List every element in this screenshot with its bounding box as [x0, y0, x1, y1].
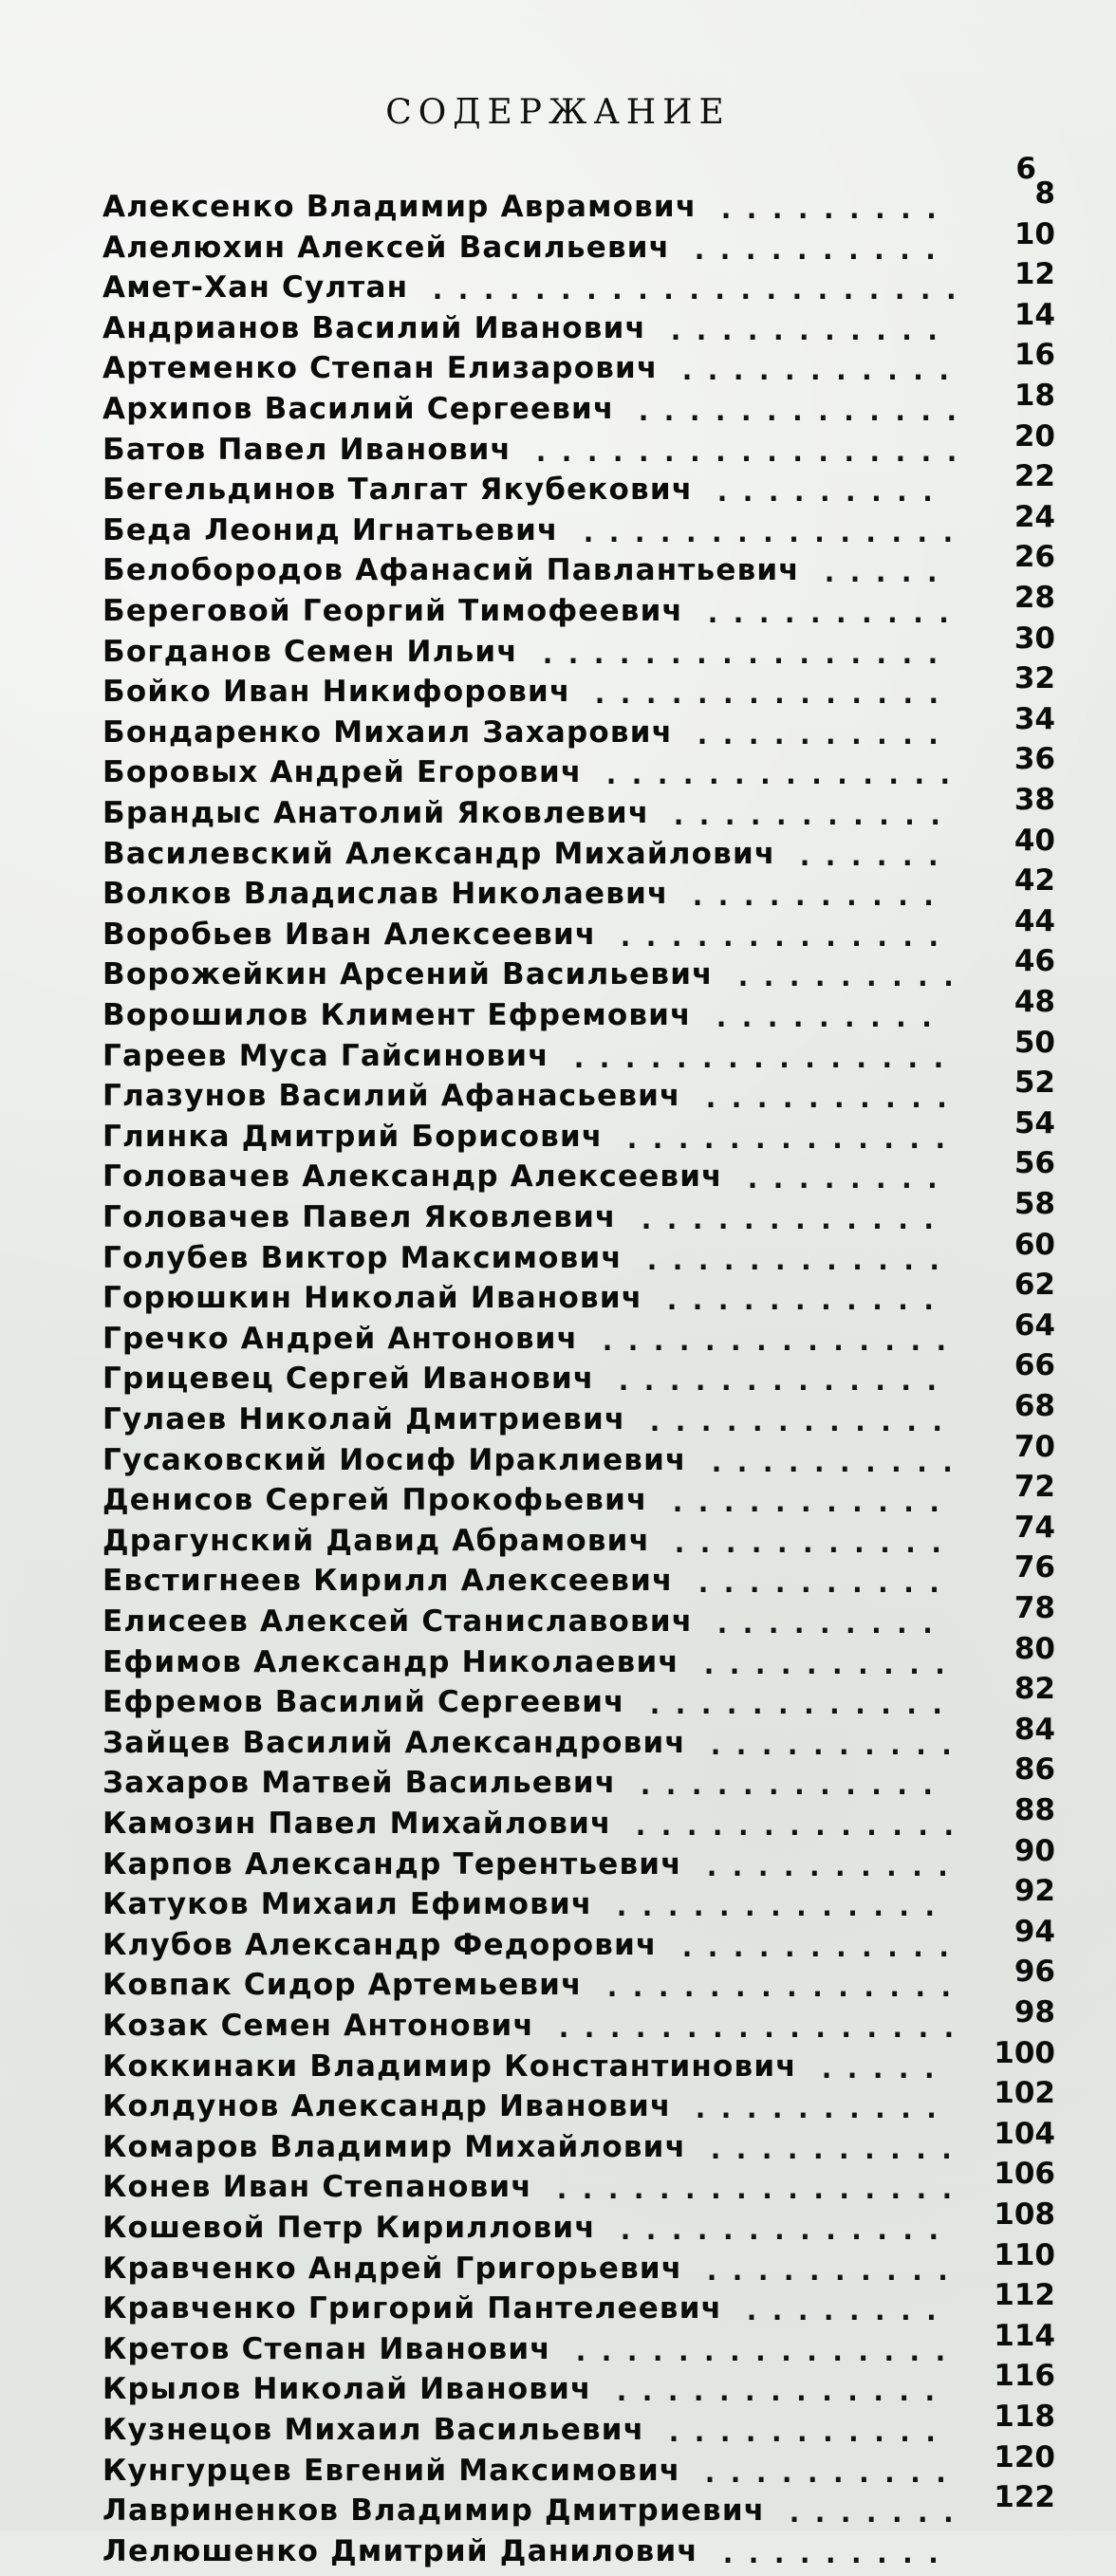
- toc-entry: [102, 2480, 1063, 2535]
- toc-leader-dots: ..............: [604, 1971, 963, 2005]
- toc-leader-dots: ...........: [671, 1526, 954, 1560]
- toc-entry-name: Глазунов Василий Афанасьевич: [102, 1079, 681, 1114]
- toc-leader-dots: ............: [646, 1688, 955, 1722]
- toc-entry-page: 44: [1014, 903, 1055, 938]
- toc-entry-page: 46: [1014, 944, 1055, 979]
- toc-entry-name: Белобородов Афанасий Павлантьевич: [102, 553, 800, 588]
- toc-leader-dots: .........: [714, 475, 945, 510]
- toc-entry-name: Богданов Семен Ильич: [102, 634, 518, 669]
- toc-leader-dots: .............: [635, 395, 969, 428]
- toc-leader-dots: ...........: [670, 799, 953, 832]
- toc-entry: [102, 661, 1063, 716]
- toc-leader-dots: ...............: [580, 515, 965, 549]
- toc-leader-dots: ...........: [669, 1486, 952, 1520]
- toc-entry: [102, 1348, 1063, 1403]
- toc-entry-name: Амет-Хан Султан: [102, 270, 409, 306]
- toc-entry: [102, 1066, 1063, 1121]
- toc-entry-page: 14: [1014, 297, 1055, 332]
- toc-entry-name: Кунгурцев Евгений Максимович: [102, 2453, 681, 2488]
- toc-entry-page: 84: [1014, 1712, 1055, 1747]
- toc-leader-dots: .........: [714, 1607, 945, 1640]
- toc-entry: [102, 257, 1063, 312]
- toc-entry-page: 50: [1014, 1025, 1055, 1060]
- toc-entry-page: 16: [1014, 338, 1055, 373]
- toc-entry-name: Алелюхин Алексей Васильевич: [102, 230, 671, 265]
- toc-entry: [102, 1268, 1063, 1323]
- toc-entry-page: 96: [1014, 1955, 1055, 1990]
- toc-entry: [102, 1995, 1063, 2050]
- toc-entry-name: Брандыс Анатолий Яковлевич: [102, 796, 650, 830]
- toc-entry-name: Головачев Александр Алексеевич: [102, 1159, 723, 1195]
- toc-leader-dots: ..........: [703, 2253, 960, 2288]
- toc-entry-name: Колдунов Александр Иванович: [102, 2089, 672, 2124]
- toc-entry-name: Ковпак Сидор Артемьевич: [102, 1968, 583, 2003]
- toc-entry-page: 38: [1014, 783, 1055, 817]
- toc-entry-page: 42: [1014, 863, 1055, 899]
- toc-leader-dots: .............: [615, 1364, 949, 1399]
- toc-entry-page: 118: [994, 2400, 1055, 2434]
- toc-leader-dots: .................: [532, 435, 970, 469]
- toc-entry-page: 106: [994, 2157, 1055, 2192]
- toc-entry-name: Гулаев Николай Дмитриевич: [102, 1402, 626, 1436]
- toc-entry: [102, 1470, 1063, 1525]
- toc-entry: [102, 621, 1063, 676]
- toc-entry-name: Клубов Александр Федорович: [102, 1927, 658, 1962]
- toc-entry: [102, 1914, 1063, 1970]
- toc-entry: [102, 499, 1063, 555]
- toc-leader-dots: ..............: [599, 1324, 958, 1358]
- toc-leader-dots: ..........: [689, 880, 946, 914]
- toc-entry: [102, 1955, 1063, 2010]
- toc-entry-name: Камозин Павел Михайлович: [102, 1807, 612, 1841]
- toc-leader-dots: ..........: [708, 1445, 965, 1479]
- toc-entry-page: 74: [1014, 1510, 1055, 1545]
- toc-entry: [102, 742, 1063, 797]
- toc-leader-dots: .........: [713, 1001, 944, 1034]
- toc-leader-dots: .............: [617, 2214, 951, 2247]
- toc-entry: [102, 297, 1063, 353]
- toc-entry-page: 68: [1014, 1389, 1055, 1423]
- toc-entry-page: 90: [1014, 1833, 1055, 1868]
- toc-leader-dots: ..........: [695, 1566, 952, 1601]
- toc-leader-dots: ..........: [702, 1082, 959, 1116]
- toc-entry: [102, 540, 1063, 595]
- toc-leader-dots: ...........: [663, 1284, 946, 1318]
- toc-entry-name: Ефимов Александр Николаевич: [102, 1644, 679, 1679]
- toc-entry-page: 62: [1014, 1268, 1055, 1303]
- toc-entry: [102, 2532, 1063, 2576]
- toc-leader-dots: .........: [717, 193, 949, 226]
- toc-entry: [102, 2318, 1063, 2374]
- toc-entry: [102, 1550, 1063, 1605]
- toc-leader-dots: ..........: [694, 717, 951, 751]
- toc-entry: [102, 2400, 1063, 2455]
- toc-leader-dots: .............: [617, 919, 951, 954]
- toc-leader-dots: .....: [818, 2051, 947, 2085]
- toc-entry-name: Ворошилов Климент Ефремович: [102, 998, 692, 1032]
- toc-entry: [102, 2439, 1063, 2495]
- toc-entry: [102, 863, 1063, 918]
- toc-entry-page: 76: [1014, 1550, 1055, 1585]
- toc-entry-name: Кравченко Андрей Григорьевич: [102, 2251, 683, 2286]
- toc-entry-page: 88: [1014, 1793, 1055, 1827]
- toc-entry: [102, 944, 1063, 999]
- toc-entry-page: 26: [1014, 540, 1055, 575]
- toc-entry-name: Грицевец Сергей Иванович: [102, 1362, 595, 1397]
- toc-entry-page: 122: [994, 2480, 1055, 2515]
- toc-entry: [102, 1793, 1063, 1848]
- toc-leader-dots: ................: [555, 2011, 966, 2045]
- toc-entry-page: 30: [1014, 621, 1055, 656]
- toc-entry-page: 86: [1014, 1752, 1055, 1788]
- toc-entry-page: 72: [1014, 1470, 1055, 1505]
- toc-entry-page: 64: [1014, 1307, 1055, 1343]
- toc-leader-dots: ..........: [707, 2132, 964, 2166]
- toc-leader-dots: ........: [744, 1162, 950, 1196]
- toc-entry: [102, 1389, 1063, 1444]
- toc-entry: [102, 1105, 1063, 1161]
- toc-entry-page: 52: [1014, 1066, 1055, 1101]
- toc-leader-dots: ...............: [570, 1041, 956, 1075]
- toc-entry-name: Кошевой Петр Кириллович: [102, 2211, 596, 2245]
- toc-entry: [102, 1752, 1063, 1807]
- toc-entry: [102, 1146, 1063, 1201]
- toc-leader-dots: ......: [796, 839, 951, 873]
- toc-leader-dots: ..........: [691, 232, 948, 267]
- toc-entry: [102, 338, 1063, 393]
- toc-leader-dots: ..............: [603, 758, 962, 792]
- toc-entry: [102, 1833, 1063, 1889]
- toc-entry-page: 28: [1014, 581, 1055, 615]
- toc-entry-page: 40: [1014, 823, 1055, 858]
- toc-entry: [102, 2076, 1063, 2131]
- toc-entry-page: 36: [1014, 742, 1055, 777]
- toc-leader-dots: .....................: [429, 273, 969, 307]
- toc-entry: [102, 1712, 1063, 1768]
- toc-entry-name: Алексенко Владимир Аврамович: [102, 190, 698, 224]
- toc-entry-name: Горюшкин Николай Иванович: [102, 1281, 643, 1316]
- toc-entry-page: 10: [1014, 216, 1055, 251]
- toc-entry-name: Батов Павел Иванович: [102, 432, 512, 467]
- toc-entry-name: Лавриненков Владимир Дмитриевич: [102, 2493, 766, 2529]
- toc-entry-page: 114: [994, 2318, 1055, 2353]
- toc-entry: [102, 1187, 1063, 1242]
- toc-entry-page: 8: [1034, 176, 1055, 211]
- toc-entry-page: 66: [1014, 1348, 1055, 1383]
- toc-entry-name: Голубев Виктор Максимович: [102, 1240, 623, 1275]
- toc-entry: [102, 379, 1063, 434]
- toc-entry-page: 34: [1014, 701, 1055, 736]
- toc-entry-page: 92: [1014, 1874, 1055, 1909]
- toc-leader-dots: ................: [553, 2173, 964, 2207]
- toc-entry-name: Драгунский Давид Абрамович: [102, 1523, 651, 1558]
- toc-leader-dots: .............: [613, 1890, 947, 1924]
- toc-leader-dots: ...........: [665, 2416, 948, 2449]
- toc-entry: [102, 1510, 1063, 1566]
- toc-entry-name: Елисеев Алексей Станиславович: [102, 1604, 694, 1639]
- toc-entry: [102, 985, 1063, 1040]
- toc-leader-dots: ............: [646, 1405, 955, 1438]
- toc-entry: [102, 2359, 1063, 2414]
- toc-entry: [102, 823, 1063, 879]
- toc-leader-dots: .........: [735, 960, 966, 994]
- toc-entry-page: 56: [1014, 1146, 1055, 1181]
- toc-entry-name: Лелюшенко Дмитрий Данилович: [102, 2533, 698, 2568]
- toc-entry-page: 112: [994, 2278, 1055, 2313]
- toc-entry-name: Береговой Георгий Тимофеевич: [102, 594, 684, 628]
- toc-entry-page: 82: [1014, 1672, 1055, 1707]
- toc-entry-name: Глинка Дмитрий Борисович: [102, 1119, 604, 1154]
- toc-entry-page: 18: [1014, 379, 1055, 413]
- toc-leader-dots: ..........: [704, 597, 961, 630]
- toc-entry-page: 100: [994, 2035, 1055, 2070]
- toc-entry-name: Головачев Павел Яковлевич: [102, 1200, 617, 1234]
- toc-entry-name: Бойко Иван Никифорович: [102, 675, 571, 710]
- toc-entry-name: Гареев Муса Гайсинович: [102, 1038, 549, 1073]
- toc-entry: [102, 2197, 1063, 2252]
- toc-leader-dots: .............: [632, 1809, 966, 1843]
- toc-entry: [102, 2116, 1063, 2172]
- toc-leader-dots: ...........: [679, 354, 961, 388]
- toc-entry-name: Карпов Александр Терентьевич: [102, 1846, 682, 1881]
- toc-entry-page: 94: [1014, 1914, 1055, 1949]
- toc-entry-page: 108: [994, 2197, 1055, 2232]
- toc-entry-name: Комаров Владимир Михайлович: [102, 2129, 687, 2164]
- toc-entry: [102, 459, 1063, 514]
- toc-entry-name: Воробьев Иван Алексеевич: [102, 917, 597, 952]
- toc-entry: [102, 1227, 1063, 1283]
- toc-entry: [102, 1591, 1063, 1646]
- toc-entry-name: Евстигнеев Кирилл Алексеевич: [102, 1564, 674, 1599]
- toc-leader-dots: ..........: [701, 2456, 958, 2490]
- toc-leader-dots: ...........: [667, 313, 950, 347]
- toc-entry: [102, 1874, 1063, 1929]
- first-page-number: 6: [1015, 152, 1036, 186]
- toc-entry-name: Гусаковский Иосиф Ираклиевич: [102, 1442, 687, 1477]
- toc-entry-name: Кузнецов Михаил Васильевич: [102, 2413, 645, 2447]
- toc-leader-dots: ..............: [591, 677, 951, 712]
- toc-leader-dots: ...............: [572, 2334, 958, 2368]
- toc-entry-page: 22: [1014, 459, 1055, 494]
- toc-entry-name: Коккинаки Владимир Константинович: [102, 2048, 797, 2084]
- toc-leader-dots: ...........: [679, 1930, 961, 1964]
- toc-entry-name: Ефремов Василий Сергеевич: [102, 1685, 625, 1720]
- toc-entry: [102, 2157, 1063, 2212]
- toc-entry: [102, 701, 1063, 757]
- toc-entry: [102, 216, 1063, 272]
- toc-entry-name: Кретов Степан Иванович: [102, 2331, 551, 2366]
- toc-entry-name: Денисов Сергей Прокофьевич: [102, 1483, 648, 1518]
- toc-entry-name: Беда Леонид Игнатьевич: [102, 512, 559, 547]
- toc-entry-name: Бондаренко Михаил Захарович: [102, 714, 674, 750]
- toc-entry-name: Артеменко Степан Елизарович: [102, 351, 659, 386]
- toc-entry-page: 54: [1014, 1105, 1055, 1140]
- toc-entry: [102, 783, 1063, 838]
- toc-entry-page: 110: [994, 2237, 1055, 2272]
- toc-leader-dots: ..........: [700, 1647, 958, 1681]
- toc-entry: [102, 1631, 1063, 1687]
- toc-entry-page: 116: [994, 2359, 1055, 2394]
- toc-entry: [102, 1672, 1063, 1727]
- toc-entry-name: Ворожейкин Арсений Васильевич: [102, 957, 714, 992]
- page-title: СОДЕРЖАНИЕ: [385, 93, 731, 132]
- toc-leader-dots: ..........: [707, 1728, 964, 1762]
- toc-entry-page: 70: [1014, 1429, 1055, 1464]
- toc-entry-page: 24: [1014, 499, 1055, 534]
- toc-entry: [102, 1307, 1063, 1363]
- toc-entry-name: Волков Владислав Николаевич: [102, 877, 669, 912]
- toc-leader-dots: ............: [643, 1243, 952, 1277]
- toc-leader-dots: ................: [539, 637, 950, 671]
- toc-entry-name: Кравченко Григорий Пантелеевич: [102, 2291, 723, 2326]
- toc-entry-page: 120: [994, 2439, 1055, 2474]
- toc-entry-page: 98: [1014, 1995, 1055, 2029]
- toc-entry-name: Захаров Матвей Васильевич: [102, 1766, 617, 1801]
- toc-entry: [102, 2035, 1063, 2091]
- toc-entry-name: Василевский Александр Михайлович: [102, 836, 776, 871]
- toc-leader-dots: .....: [821, 556, 950, 590]
- toc-leader-dots: ............: [637, 1769, 945, 1803]
- toc-entry-page: 104: [994, 2116, 1055, 2151]
- toc-entry-page: 58: [1014, 1187, 1055, 1221]
- toc-entry-page: 78: [1014, 1591, 1055, 1625]
- toc-leader-dots: .............: [613, 2375, 947, 2409]
- toc-entry-page: 32: [1014, 661, 1055, 696]
- toc-entry-name: Гречко Андрей Антонович: [102, 1321, 579, 1356]
- toc-leader-dots: .......: [786, 2496, 966, 2530]
- toc-entry-name: Крылов Николай Иванович: [102, 2372, 592, 2407]
- toc-entry-page: 48: [1014, 985, 1055, 1019]
- toc-entry: [102, 418, 1063, 474]
- toc-leader-dots: ..........: [692, 2092, 949, 2126]
- toc-leader-dots: ........: [743, 2294, 949, 2328]
- toc-entry-page: 80: [1014, 1631, 1055, 1666]
- toc-entry-page: 12: [1014, 257, 1055, 292]
- toc-entry-name: Бегельдинов Талгат Якубекович: [102, 473, 694, 508]
- toc-entry-name: Конев Иван Степанович: [102, 2170, 532, 2205]
- toc-entry-name: Боровых Андрей Егорович: [102, 755, 583, 790]
- toc-entry-page: 20: [1014, 418, 1055, 454]
- toc-leader-dots: .........: [719, 2536, 951, 2570]
- toc-entry-name: Козак Семен Антонович: [102, 2009, 534, 2043]
- toc-entry-name: Андрианов Василий Иванович: [102, 310, 647, 345]
- toc-entry: [102, 903, 1063, 959]
- toc-entry: [102, 1025, 1063, 1081]
- toc-leader-dots: ..........: [703, 1849, 960, 1883]
- toc-entry: [102, 2237, 1063, 2293]
- toc-leader-dots: ............: [638, 1203, 946, 1236]
- toc-entry-name: Катуков Михаил Ефимович: [102, 1887, 593, 1922]
- toc-entry-name: Зайцев Василий Александрович: [102, 1725, 686, 1760]
- toc-entry: [102, 1429, 1063, 1485]
- toc-leader-dots: .............: [623, 1121, 958, 1156]
- toc-entry-page: 60: [1014, 1227, 1055, 1262]
- toc-entry-page: 102: [994, 2076, 1055, 2111]
- toc-entry-name: Архипов Василий Сергеевич: [102, 392, 615, 426]
- toc-entry: [102, 176, 1063, 232]
- toc-entry: [102, 581, 1063, 636]
- toc-entry: [102, 2278, 1063, 2333]
